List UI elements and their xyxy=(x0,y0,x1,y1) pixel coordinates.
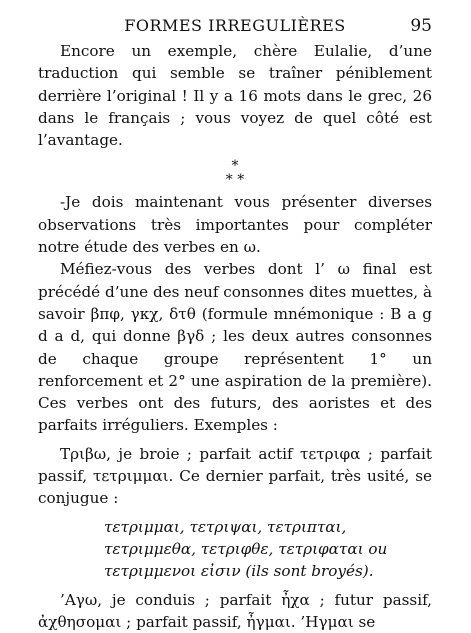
section-break xyxy=(38,159,432,187)
conjugation-block xyxy=(104,516,432,583)
paragraph-3: Méfiez-vous des verbes dont l’ ω final est précédé d’une des neuf consonnes dites muettes, à savoir βπφ, γκχ, δτθ (formule mnémonique : B a g d a d, qui donne βγδ ; les deux autres consonnes de chaque groupe représentent 1° un renforcement et 2° une aspiration de la première). Ces verbes ont des futurs, des aoristes et des parfaits irréguliers. Exemples : xyxy=(38,260,432,435)
page-body xyxy=(38,40,432,633)
paragraph-1: Encore un exemple, chère Eulalie, d’une traduction qui semble se traîner péniblement derrière l’original ! Il y a 16 mots dans le grec, 26 dans le français ; vous voyez de quel côté est l’avantage. xyxy=(38,42,432,150)
chapter-title: FORMES IRREGULIÈRES xyxy=(124,16,346,35)
conjugation-line-3: τετριμμενοι εἰσιν (ils sont broyés). xyxy=(104,562,374,581)
page-number: 95 xyxy=(410,16,432,36)
conjugation-line-2: τετριμμεθα, τετριφθε, τετριφαται ou xyxy=(104,539,388,558)
paragraph-4: Τριβω, je broie ; parfait actif τετριφα ; parfait passif, τετριμμαι. Ce dernier parfait, très usité, se conjugue : xyxy=(38,444,432,508)
paragraph-2: -Je dois maintenant vous présenter diverses observations très importantes pour compléter notre étude des verbes en ω. xyxy=(38,193,432,257)
paragraph-5: ’Αγω, je conduis ; parfait ἦχα ; futur passif, ἀχθησομαι ; parfait passif, ἦγμαι. ’Ηγμαι se xyxy=(38,590,432,631)
conjugation-line-1: τετριμμαι, τετριψαι, τετριπται, xyxy=(104,517,347,536)
star-top: * xyxy=(231,158,239,175)
running-header xyxy=(38,13,432,39)
star-bottom: * * xyxy=(225,172,245,189)
